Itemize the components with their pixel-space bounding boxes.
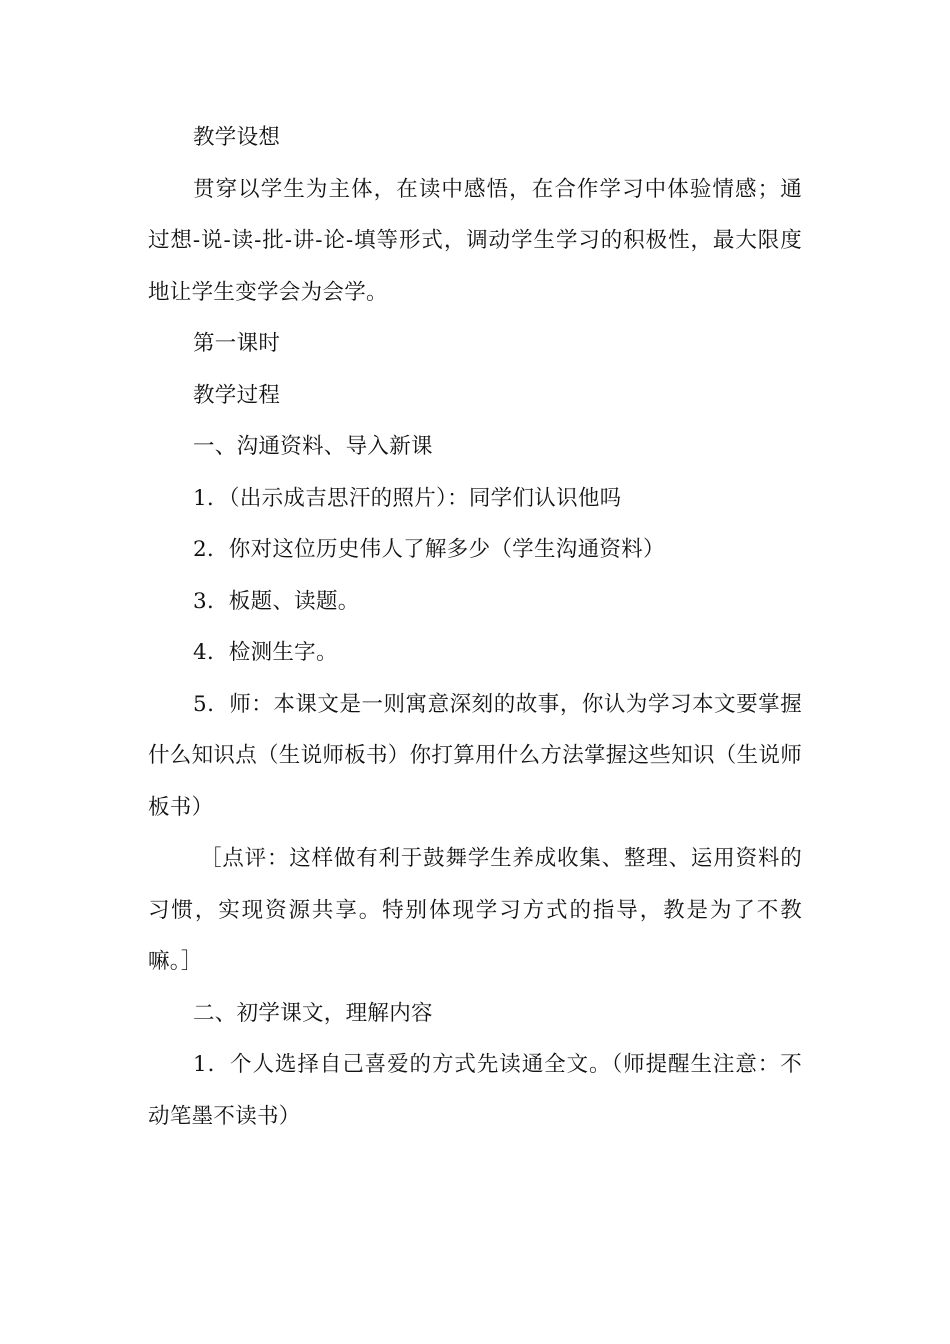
heading-teaching-process: 教学过程 — [193, 382, 281, 408]
heading-first-lesson: 第一课时 — [193, 331, 281, 356]
list-item-section-two-1: 1．个人选择自己喜爱的方式先读通全文。（师提醒生注意：不动笔墨不读书） — [148, 1052, 802, 1129]
commentary-note: ［点评：这样做有利于鼓舞学生养成收集、整理、运用资料的习惯，实现资源共享。特别体现学习方式的指导，教是为了不教嘛。］ — [148, 846, 802, 974]
list-item-3: 3．板题、读题。 — [193, 588, 360, 614]
document-body — [148, 112, 802, 1142]
list-item-4: 4．检测生字。 — [193, 640, 338, 665]
section-heading-one: 一、沟通资料、导入新课 — [193, 434, 433, 459]
heading-teaching-idea: 教学设想 — [193, 125, 281, 150]
section-heading-two: 二、初学课文，理解内容 — [193, 1000, 433, 1026]
paragraph-teaching-idea-text: 贯穿以学生为主体，在读中感悟，在合作学习中体验情感；通过想-说-读-批-讲-论-填等形式，调动学生学习的积极性，最大限度地让学生变学会为会学。 — [148, 176, 802, 305]
list-item-2: 2．你对这位历史伟人了解多少（学生沟通资料） — [193, 537, 665, 562]
list-item-1: 1．（出示成吉思汗的照片）：同学们认识他吗 — [193, 485, 622, 511]
list-item-5: 5．师：本课文是一则寓意深刻的故事，你认为学习本文要掌握什么知识点（生说师板书）你打算用什么方法掌握这些知识（生说师板书） — [148, 691, 803, 820]
